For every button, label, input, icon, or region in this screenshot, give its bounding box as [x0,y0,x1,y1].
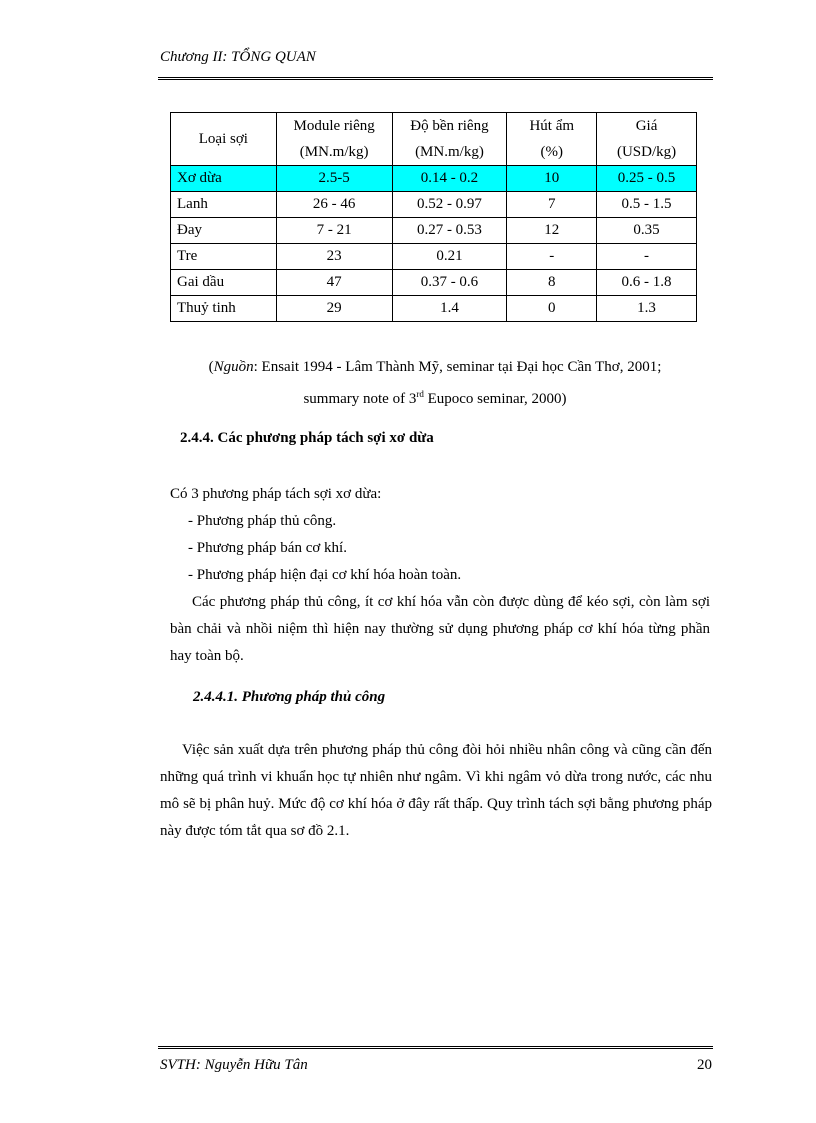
method-item: - Phương pháp thủ công. [188,513,337,529]
table-source-note [150,354,720,413]
table-row [171,166,697,192]
method-item: - Phương pháp hiện đại cơ khí hóa hoàn toàn. [188,567,462,583]
source-superscript: rd [416,389,424,399]
cell-price: 0.35 [597,218,697,244]
source-line-2-a: summary note of 3 [303,391,417,407]
cell-fiber: Đay [171,218,277,244]
source-open-paren: ( [208,359,214,375]
source-line-2-b: Eupoco seminar, 2000) [423,391,567,407]
cell-moisture: 0 [507,296,597,322]
cell-price: - [597,244,697,270]
intro-lead: Có 3 phương pháp tách sợi xơ dừa: [170,486,382,502]
source-line-1-text: : Ensait 1994 - Lâm Thành Mỹ, seminar tại Đại học Cần Thơ, 2001; [253,359,662,375]
cell-moisture: 12 [507,218,597,244]
header-moisture: Hút ẩm [507,113,597,140]
header-modulus-unit: (MN.m/kg) [276,139,392,166]
source-line-2 [150,381,720,413]
table-row [171,244,697,270]
cell-fiber: Lanh [171,192,277,218]
cell-price: 1.3 [597,296,697,322]
cell-strength: 0.21 [392,244,507,270]
fiber-properties-table [170,112,697,322]
cell-modulus: 29 [276,296,392,322]
cell-fiber: Thuỷ tinh [171,296,277,322]
cell-modulus: 7 - 21 [276,218,392,244]
cell-moisture: 8 [507,270,597,296]
section-heading: 2.4.4. Các phương pháp tách sợi xơ dừa [180,430,434,446]
cell-strength: 0.52 - 0.97 [392,192,507,218]
cell-modulus: 23 [276,244,392,270]
cell-modulus: 47 [276,270,392,296]
subsection-heading: 2.4.4.1. Phương pháp thủ công [193,689,386,705]
table-row [171,296,697,322]
cell-modulus: 2.5-5 [276,166,392,192]
header-strength-unit: (MN.m/kg) [392,139,507,166]
cell-fiber: Xơ dừa [171,166,277,192]
table-header-row-top [171,113,697,140]
methods-intro [170,481,710,670]
intro-paragraph: Các phương pháp thủ công, ít cơ khí hóa vẫn còn được dùng để kéo sợi, còn làm sợi bàn chải và nhồi niệm thì hiện nay thường sử dụng phương pháp cơ khí hóa từng phần hay toàn bộ. [170,594,710,664]
cell-moisture: 7 [507,192,597,218]
cell-strength: 0.27 - 0.53 [392,218,507,244]
chapter-header: Chương II: TỔNG QUAN [160,49,316,65]
cell-strength: 0.14 - 0.2 [392,166,507,192]
cell-modulus: 26 - 46 [276,192,392,218]
source-line-1 [150,354,720,381]
footer-rule [158,1046,713,1049]
cell-price: 0.6 - 1.8 [597,270,697,296]
header-fiber-type: Loại sợi [171,113,277,166]
header-modulus: Module riêng [276,113,392,140]
table-row [171,270,697,296]
cell-price: 0.25 - 0.5 [597,166,697,192]
cell-moisture: - [507,244,597,270]
header-strength: Độ bền riêng [392,113,507,140]
manual-method-paragraph: Việc sản xuất dựa trên phương pháp thủ công đòi hỏi nhiều nhân công và cũng cần đến những quá trình vi khuẩn học tự nhiên như ngâm. Vì khi ngâm vỏ dừa trong nước, các nhu mô sẽ bị phân huỷ. Mức độ cơ khí hóa ở đây rất thấp. Quy trình tách sợi bằng phương pháp này được tóm tắt qua sơ đồ 2.1. [160,742,712,839]
source-label: Nguồn [213,359,254,375]
method-item: - Phương pháp bán cơ khí. [188,540,347,556]
header-rule [158,77,713,80]
header-price: Giá [597,113,697,140]
header-price-unit: (USD/kg) [597,139,697,166]
cell-fiber: Tre [171,244,277,270]
cell-price: 0.5 - 1.5 [597,192,697,218]
cell-strength: 0.37 - 0.6 [392,270,507,296]
footer-author: SVTH: Nguyễn Hữu Tân [160,1057,308,1073]
cell-moisture: 10 [507,166,597,192]
cell-fiber: Gai dầu [171,270,277,296]
table-row [171,218,697,244]
page-number: 20 [697,1057,712,1073]
table-row [171,192,697,218]
cell-strength: 1.4 [392,296,507,322]
header-moisture-unit: (%) [507,139,597,166]
